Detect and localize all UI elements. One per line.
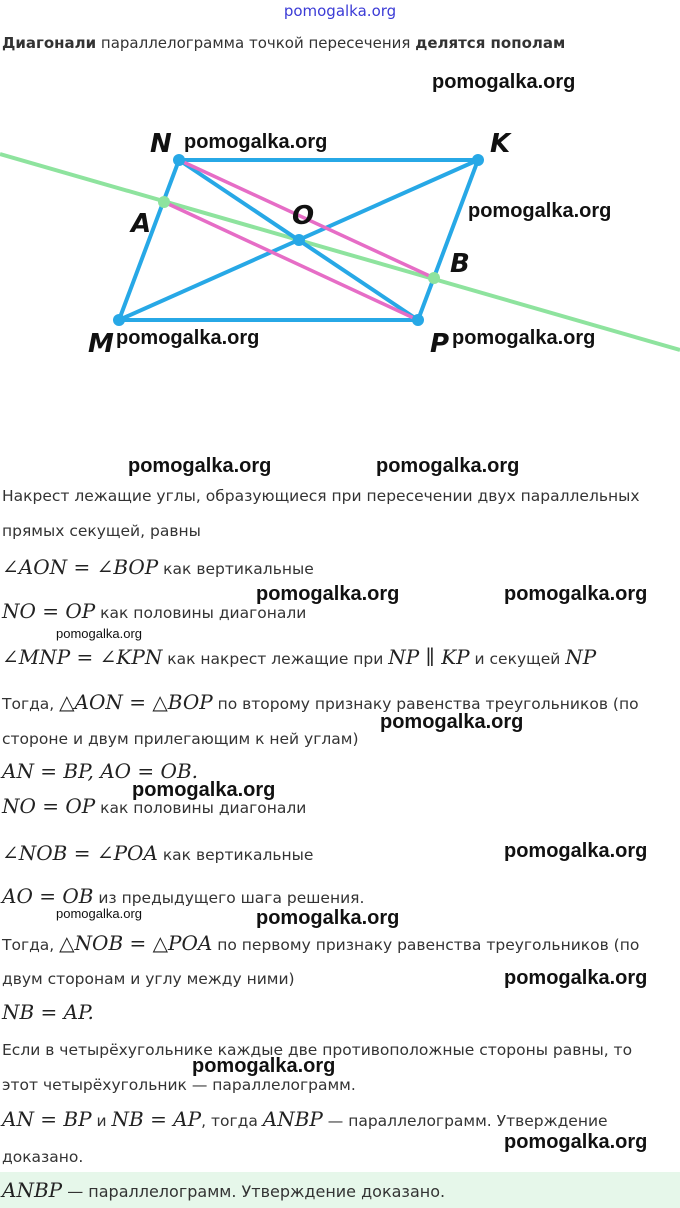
watermark-top: pomogalka.org [283, 2, 397, 20]
proof-line-14 [2, 1000, 94, 1024]
proof-line-3 [2, 555, 314, 579]
watermark: pomogalka.org [256, 583, 400, 605]
watermark: pomogalka.org [116, 327, 260, 349]
proof-text: по второму признаку равенства треугольников (по [212, 695, 639, 713]
proof-line-9 [2, 794, 306, 818]
math-expression: NB = AP. [2, 1000, 94, 1024]
math-expression: ∠MNP = ∠KPN [2, 645, 163, 669]
watermark: pomogalka.org [132, 779, 276, 801]
math-expression: △AON = △BOP [59, 690, 213, 714]
proof-line-12 [2, 931, 639, 955]
proof-line-6 [2, 690, 639, 714]
watermark-small: pomogalka.org [56, 906, 142, 921]
proof-line-7: стороне и двум прилегающим к ней углам) [2, 730, 359, 748]
watermark: pomogalka.org [256, 907, 400, 929]
proof-line-18: доказано. [2, 1148, 84, 1166]
proof-line-5 [2, 645, 596, 669]
proof-text: Тогда, [2, 936, 60, 954]
proof-line-11 [2, 884, 364, 908]
point-m [113, 314, 125, 326]
proof-line-1: Накрест лежащие углы, образующиеся при пересечении двух параллельных [2, 487, 640, 505]
watermark-small: pomogalka.org [56, 626, 142, 641]
point-n [173, 154, 185, 166]
heading-bold-bisect: делятся пополам [415, 34, 566, 52]
proof-text: как половины диагонали [95, 799, 307, 817]
conclusion-box [0, 1172, 680, 1208]
watermark: pomogalka.org [192, 1055, 336, 1077]
watermark: pomogalka.org [468, 200, 612, 222]
proof-line-4 [2, 599, 306, 623]
watermark: pomogalka.org [376, 455, 520, 477]
watermark: pomogalka.org [128, 455, 272, 477]
conclusion-text [2, 1178, 445, 1202]
label-n: N [150, 129, 172, 159]
proof-text: и [91, 1112, 112, 1130]
math-expression: NB = AP [111, 1107, 202, 1131]
watermark: pomogalka.org [184, 131, 328, 153]
proof-line-17 [2, 1107, 608, 1131]
proof-text: — параллелограмм. Утверждение [322, 1112, 608, 1130]
segment-ap [164, 202, 418, 320]
label-p: P [430, 329, 450, 359]
point-a [158, 196, 170, 208]
proof-text: как вертикальные [158, 560, 314, 578]
math-expression: AN = BP, AO = OB. [2, 759, 198, 783]
math-expression: AN = BP [2, 1107, 92, 1131]
proof-line-10 [2, 841, 313, 865]
proof-text: как половины диагонали [95, 604, 307, 622]
proof-text: , тогда [201, 1112, 263, 1130]
math-expression: ANBP [2, 1178, 63, 1202]
proof-text: как вертикальные [157, 846, 314, 864]
conclusion-label: — параллелограмм. Утверждение доказано. [62, 1182, 446, 1201]
watermark: pomogalka.org [504, 1131, 648, 1153]
watermark: pomogalka.org [504, 583, 648, 605]
heading-text: параллелограмма точкой пересечения [96, 34, 416, 52]
watermark: pomogalka.org [432, 71, 576, 93]
proof-text: из предыдущего шага решения. [93, 889, 365, 907]
label-a: A [131, 209, 152, 239]
math-expression: ∠AON = ∠BOP [2, 555, 159, 579]
proof-text: по первому признаку равенства треугольников (по [212, 936, 640, 954]
watermark: pomogalka.org [452, 327, 596, 349]
math-expression: ANBP [262, 1107, 323, 1131]
proof-text: как накрест лежащие при [162, 650, 389, 668]
proof-line-13: двум сторонам и углу между ними) [2, 970, 295, 988]
label-k: K [490, 129, 511, 159]
math-expression: NO = OP [2, 599, 96, 623]
watermark: pomogalka.org [380, 711, 524, 733]
math-expression: NP [565, 645, 597, 669]
math-expression: NO = OP [2, 794, 96, 818]
label-o: O [292, 201, 315, 231]
watermark: pomogalka.org [504, 967, 648, 989]
label-m: M [88, 329, 114, 359]
math-expression: NP ∥ KP [388, 645, 470, 669]
proof-line-2: прямых секущей, равны [2, 522, 201, 540]
point-o [293, 234, 305, 246]
math-expression: △NOB = △POA [59, 931, 213, 955]
parallelogram-figure [0, 0, 680, 460]
watermark: pomogalka.org [504, 840, 648, 862]
point-p [412, 314, 424, 326]
math-expression: AO = OB [2, 884, 94, 908]
proof-text: и секущей [469, 650, 566, 668]
proof-line-8 [2, 759, 198, 783]
proof-line-16: этот четырёхугольник — параллелограмм. [2, 1076, 356, 1094]
point-b [428, 272, 440, 284]
point-k [472, 154, 484, 166]
proof-line-15: Если в четырёхугольнике каждые две противоположные стороны равны, то [2, 1041, 633, 1059]
heading-bold-diagonals: Диагонали [2, 34, 97, 52]
math-expression: ∠NOB = ∠POA [2, 841, 158, 865]
proof-text: Тогда, [2, 695, 60, 713]
label-b: B [450, 249, 470, 279]
